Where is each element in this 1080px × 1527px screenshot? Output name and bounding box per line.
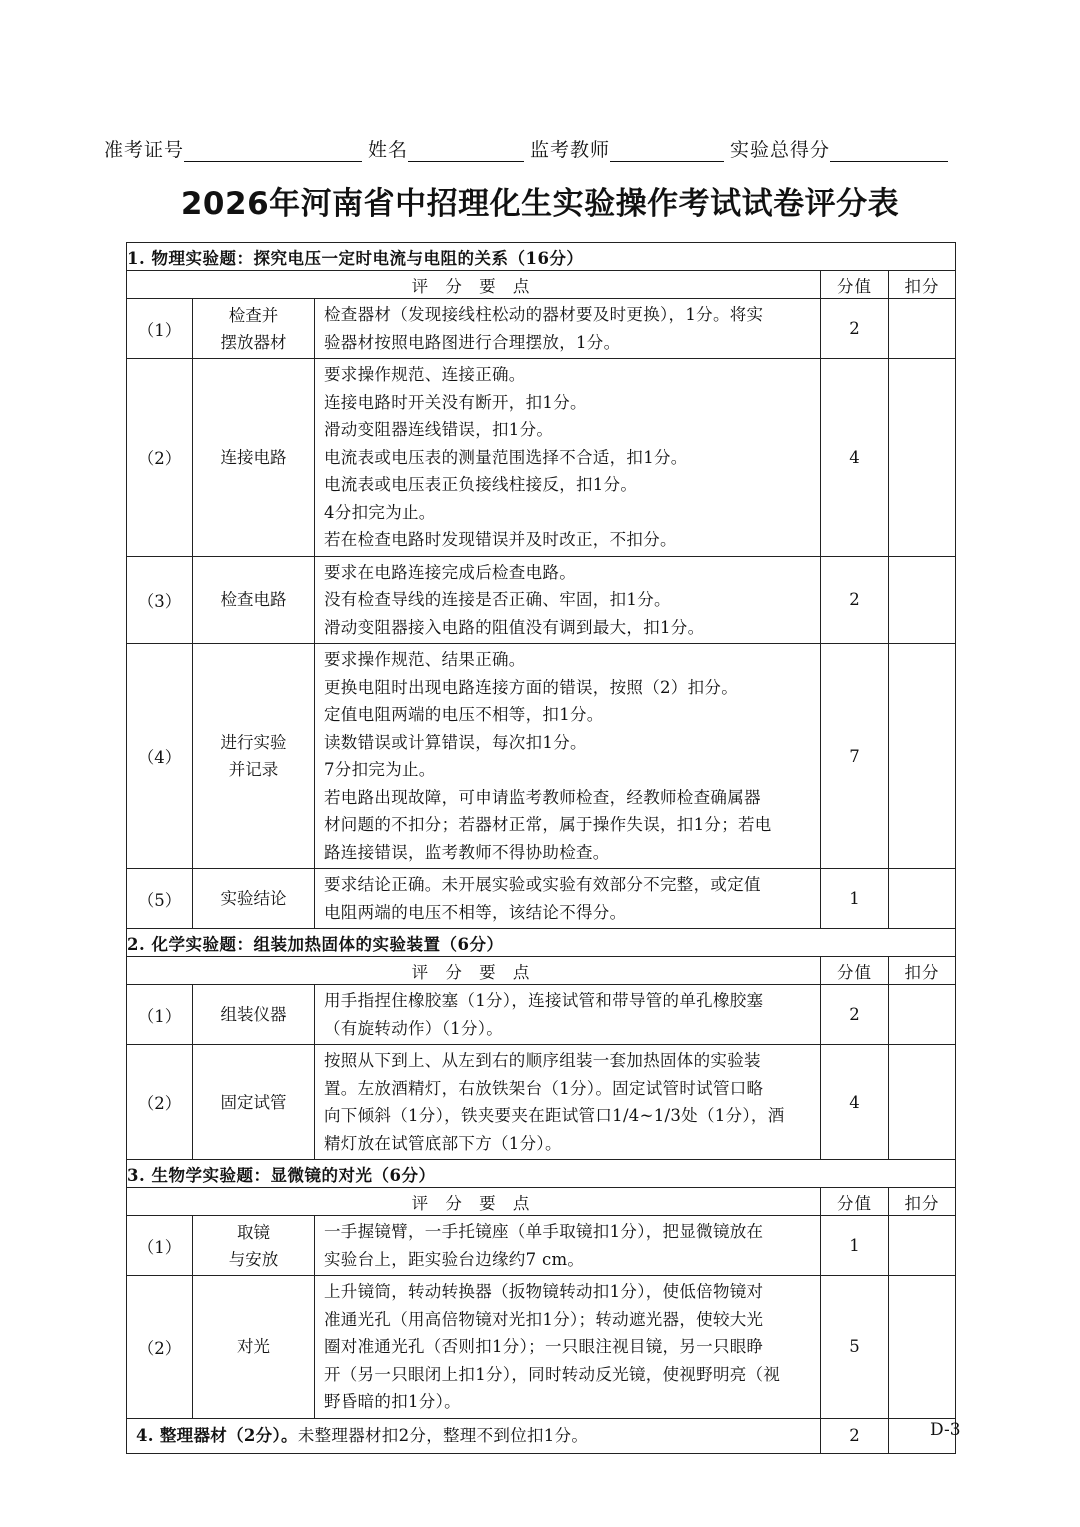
criteria-line: 实验台上，距实验台边缘约7 cm。 <box>324 1249 585 1269</box>
criteria-line: 一手握镜臂，一手托镜座（单手取镜扣1分），把显微镜放在 <box>324 1222 764 1241</box>
item-name-line: 并记录 <box>228 760 279 779</box>
criteria-line: 路连接错误，监考教师不得协助检查。 <box>324 842 610 862</box>
deduct-cell[interactable] <box>889 644 956 869</box>
criteria-line: 定值电阻两端的电压不相等，扣1分。 <box>324 705 604 724</box>
criteria-line: 野昏暗的扣1分）。 <box>324 1392 461 1411</box>
item-name <box>193 1216 315 1276</box>
criteria-line: 按照从下到上、从左到右的顺序组装一套加热固体的实验装 <box>324 1051 761 1070</box>
item-name <box>193 359 315 557</box>
section-heading-row <box>127 1160 956 1188</box>
criteria-line: 电流表或电压表正负接线柱接反，扣1分。 <box>324 475 638 494</box>
criteria-line: 4分扣完为止。 <box>324 502 436 522</box>
criteria-line: 7分扣完为止。 <box>324 760 436 779</box>
item-number: （2） <box>127 359 193 557</box>
criteria-line: 验器材按照电路图进行合理摆放，1分。 <box>324 332 621 352</box>
criteria-line: 上升镜筒，转动转换器（扳物镜转动扣1分），使低倍物镜对 <box>324 1282 764 1301</box>
item-name-line: 检查电路 <box>220 590 287 610</box>
item-number: （2） <box>127 1045 193 1160</box>
item-name <box>193 1045 315 1160</box>
item-score: 1 <box>821 1216 889 1276</box>
table-row <box>127 359 956 557</box>
item-criteria <box>315 1276 821 1419</box>
criteria-line: （有旋转动作）（1分）。 <box>324 1018 504 1038</box>
deduct-cell[interactable] <box>889 1276 956 1419</box>
criteria-line: 滑动变阻器接入电路的阻值没有调到最大，扣1分。 <box>324 617 705 637</box>
item-name <box>193 1276 315 1419</box>
scoring-table <box>126 242 956 1454</box>
final-section-row <box>127 1418 956 1453</box>
criteria-line: 用手指捏住橡胶塞（1分），连接试管和带导管的单孔橡胶塞 <box>324 991 764 1010</box>
criteria-line: 电流表或电压表的测量范围选择不合适，扣1分。 <box>324 447 688 467</box>
candidate-info-line <box>104 128 976 162</box>
deduct-header: 扣分 <box>889 271 956 299</box>
table-row <box>127 1276 956 1419</box>
item-name <box>193 299 315 359</box>
final-score: 2 <box>821 1418 889 1453</box>
deduct-header: 扣分 <box>889 957 956 985</box>
criteria-line: 圈对准通光孔（否则扣1分）；一只眼注视目镜，另一只眼睁 <box>324 1337 764 1356</box>
item-score: 2 <box>821 299 889 359</box>
score-header: 分值 <box>821 271 889 299</box>
item-name-line: 取镜 <box>237 1222 270 1242</box>
item-name <box>193 556 315 644</box>
name-field[interactable] <box>408 137 524 162</box>
item-name-line: 检查并 <box>228 305 279 325</box>
points-header: 评 分 要 点 <box>127 1188 821 1216</box>
final-text: 未整理器材扣2分，整理不到位扣1分。 <box>297 1425 589 1445</box>
item-number: （4） <box>127 644 193 869</box>
item-score: 4 <box>821 1045 889 1160</box>
item-score: 5 <box>821 1276 889 1419</box>
item-number: （3） <box>127 556 193 644</box>
item-criteria <box>315 644 821 869</box>
column-header-row <box>127 1188 956 1216</box>
criteria-line: 置。左放酒精灯，右放铁架台（1分）。固定试管时试管口略 <box>324 1078 764 1098</box>
table-row <box>127 644 956 869</box>
section-heading: 2. 化学实验题：组装加热固体的实验装置（6分） <box>127 929 956 957</box>
item-name-line: 连接电路 <box>220 447 287 467</box>
item-score: 2 <box>821 985 889 1045</box>
candidate-no-field[interactable] <box>184 137 362 162</box>
table-row <box>127 869 956 929</box>
deduct-cell[interactable] <box>889 359 956 557</box>
deduct-cell[interactable] <box>889 556 956 644</box>
proctor-label: 监考教师 <box>530 139 611 161</box>
page-title: 2026年河南省中招理化生实验操作考试试卷评分表 <box>180 186 900 222</box>
final-heading: 4. 整理器材（2分）。 <box>136 1425 298 1445</box>
deduct-cell[interactable] <box>889 299 956 359</box>
criteria-line: 精灯放在试管底部下方（1分）。 <box>324 1133 562 1153</box>
table-row <box>127 556 956 644</box>
item-number: （1） <box>127 1216 193 1276</box>
section-heading: 1. 物理实验题：探究电压一定时电流与电阻的关系（16分） <box>127 243 956 271</box>
item-criteria <box>315 1216 821 1276</box>
deduct-cell[interactable] <box>889 985 956 1045</box>
item-name-line: 对光 <box>237 1337 270 1357</box>
item-score: 1 <box>821 869 889 929</box>
final-section <box>127 1418 821 1453</box>
criteria-line: 要求操作规范、连接正确。 <box>324 365 526 384</box>
table-row <box>127 1216 956 1276</box>
item-name <box>193 644 315 869</box>
criteria-line: 若电路出现故障，可申请监考教师检查，经教师检查确属器 <box>324 787 761 807</box>
criteria-line: 连接电路时开关没有断开，扣1分。 <box>324 392 587 412</box>
criteria-line: 要求操作规范、结果正确。 <box>324 650 526 669</box>
item-score: 7 <box>821 644 889 869</box>
criteria-line: 电阻两端的电压不相等，该结论不得分。 <box>324 902 627 922</box>
criteria-line: 若在检查电路时发现错误并及时改正，不扣分。 <box>324 530 677 549</box>
column-header-row <box>127 957 956 985</box>
deduct-header: 扣分 <box>889 1188 956 1216</box>
total-score-field[interactable] <box>830 137 948 162</box>
deduct-cell[interactable] <box>889 869 956 929</box>
item-name-line: 实验结论 <box>220 889 287 908</box>
item-criteria <box>315 985 821 1045</box>
item-number: （5） <box>127 869 193 929</box>
item-score: 2 <box>821 556 889 644</box>
criteria-line: 材问题的不扣分；若器材正常，属于操作失误，扣1分；若电 <box>324 815 772 834</box>
item-name-line: 组装仪器 <box>220 1005 287 1024</box>
item-criteria <box>315 869 821 929</box>
criteria-line: 更换电阻时出现电路连接方面的错误，按照（2）扣分。 <box>324 677 738 697</box>
proctor-field[interactable] <box>610 137 724 162</box>
item-name-line: 固定试管 <box>220 1092 287 1112</box>
total-score-label: 实验总得分 <box>730 139 831 161</box>
column-header-row <box>127 271 956 299</box>
points-header: 评 分 要 点 <box>127 271 821 299</box>
criteria-line: 滑动变阻器连线错误，扣1分。 <box>324 420 554 439</box>
item-name-line: 进行实验 <box>220 733 287 752</box>
item-criteria <box>315 1045 821 1160</box>
criteria-line: 要求在电路连接完成后检查电路。 <box>324 562 576 582</box>
item-name-line: 摆放器材 <box>220 332 287 352</box>
item-criteria <box>315 359 821 557</box>
table-row <box>127 985 956 1045</box>
item-name-line: 与安放 <box>228 1249 279 1269</box>
score-header: 分值 <box>821 1188 889 1216</box>
item-criteria <box>315 299 821 359</box>
criteria-line: 开（另一只眼闭上扣1分），同时转动反光镜，使视野明亮（视 <box>324 1364 781 1384</box>
section-heading-row <box>127 929 956 957</box>
item-score: 4 <box>821 359 889 557</box>
item-number: （1） <box>127 985 193 1045</box>
criteria-line: 检查器材（发现接线柱松动的器材要及时更换），1分。将实 <box>324 305 764 324</box>
criteria-line: 向下倾斜（1分），铁夹要夹在距试管口1/4~1/3处（1分），酒 <box>324 1106 785 1125</box>
candidate-no-label: 准考证号 <box>104 139 185 161</box>
item-criteria <box>315 556 821 644</box>
item-number: （2） <box>127 1276 193 1419</box>
deduct-cell[interactable] <box>889 1216 956 1276</box>
score-header: 分值 <box>821 957 889 985</box>
criteria-line: 读数错误或计算错误，每次扣1分。 <box>324 732 587 752</box>
table-row <box>127 299 956 359</box>
criteria-line: 没有检查导线的连接是否正确、牢固，扣1分。 <box>324 590 671 609</box>
section-heading: 3. 生物学实验题：显微镜的对光（6分） <box>127 1160 956 1188</box>
table-row <box>127 1045 956 1160</box>
criteria-line: 准通光孔（用高倍物镜对光扣1分）；转动遮光器，使较大光 <box>324 1309 764 1329</box>
points-header: 评 分 要 点 <box>127 957 821 985</box>
item-name <box>193 869 315 929</box>
item-number: （1） <box>127 299 193 359</box>
criteria-line: 要求结论正确。未开展实验或实验有效部分不完整，或定值 <box>324 875 761 894</box>
section-heading-row <box>127 243 956 271</box>
page-number: D-3 <box>930 1420 961 1440</box>
deduct-cell[interactable] <box>889 1045 956 1160</box>
name-label: 姓名 <box>368 139 409 161</box>
item-name <box>193 985 315 1045</box>
